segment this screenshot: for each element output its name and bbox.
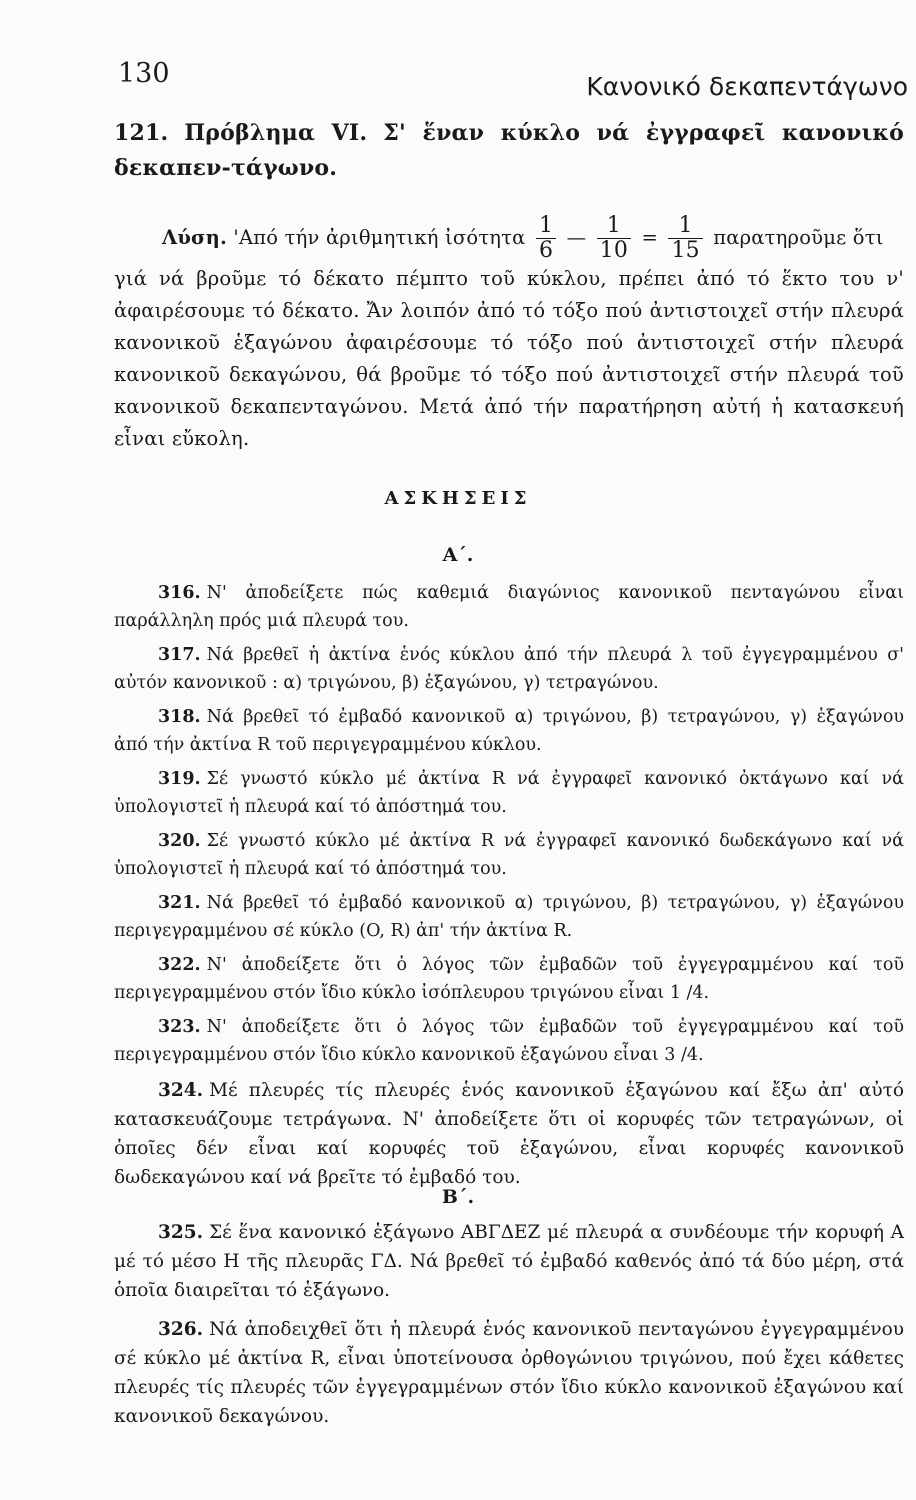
section-a-heading: Α΄. <box>442 544 474 566</box>
equals-sign: = <box>641 226 659 249</box>
exercises-list-a <box>114 580 904 1202</box>
exercise-item: 317. Νά βρεθεῖ ἡ ἀκτίνα ἑνός κύκλου ἀπό τήν πλευρά λ τοῦ ἐγγεγραμμένου σ' αὐτόν κανονικοῦ : α) τριγώνου, β) ἑξαγώνου, γ) τετραγώνου. <box>114 645 904 693</box>
fraction-1-15: $\frac{1}{15}$ <box>668 214 702 263</box>
exercise-item: 319. Σέ γνωστό κύκλο μέ ἀκτίνα R νά ἐγγραφεῖ κανονικό ὀκτάγωνο καί νά ὑπολογιστεῖ ἡ πλευρά καί τό ἀπόστημά του. <box>114 769 904 817</box>
problem-text: Σ' ἕναν κύκλο νά ἐγγραφεῖ κανονικό δεκαπεν-τάγωνο. <box>114 120 904 181</box>
exercise-item: 322. Ν' ἀποδείξετε ὅτι ὁ λόγος τῶν ἐμβαδῶν τοῦ ἐγγεγραμμένου καί τοῦ περιγεγραμμένου στόν ἴδιο κύκλο ἰσόπλευρου τριγώνου εἶναι 1 /4. <box>114 955 904 1003</box>
exercise-item: 318. Νά βρεθεῖ τό ἐμβαδό κανονικοῦ α) τριγώνου, β) τετραγώνου, γ) ἑξαγώνου ἀπό τήν ἀκτίνα R τοῦ περιγεγραμμένου κύκλου. <box>114 707 904 755</box>
exercises-list-b <box>114 1218 904 1441</box>
exercise-item: 320. Σέ γνωστό κύκλο μέ ἀκτίνα R νά ἐγγραφεῖ κανονικό δωδεκάγωνο καί νά ὑπολογιστεῖ ἡ πλευρά καί τό ἀπόστημά του. <box>114 831 904 879</box>
exercise-item: 326. Νά ἀποδειχθεῖ ὅτι ἡ πλευρά ἑνός κανονικοῦ πενταγώνου ἐγγεγραμμένου σέ κύκλο μέ ἀκτίνα R, εἶναι ὑποτείνουσα ὀρθογώνιου τριγώνου, πού ἔχει κάθετες πλευρές τίς πλευρές τῶν ἐγγεγραμμένων στόν ἴδιο κύκλο κανονικοῦ ἑξαγώνου καί κανονικοῦ δεκαγώνου. <box>114 1319 904 1427</box>
exercise-item: 324. Μέ πλευρές τίς πλευρές ἑνός κανονικοῦ ἑξαγώνου καί ἔξω ἀπ' αὐτό κατασκευάζουμε τετράγωνα. Ν' ἀποδείξετε ὅτι οἱ κορυφές τῶν τετραγώνων, οἱ ὁποῖες δέν εἶναι καί κορυφές τοῦ ἑξαγώνου, εἶναι κορυφές κανονικοῦ δωδεκαγώνου καί νά βρεῖτε τό ἐμβαδό του. <box>114 1080 904 1188</box>
exercise-item: 325. Σέ ἕνα κανονικό ἑξάγωνο ΑΒΓΔΕΖ μέ πλευρά α συνδέουμε τήν κορυφή Α μέ τό μέσο Η τῆς πλευρᾶς ΓΔ. Νά βρεθεῖ τό ἐμβαδό καθενός ἀπό τά δύο μέρη, στά ὁποῖα διαιρεῖται τό ἑξάγωνο. <box>114 1222 904 1301</box>
section-b-heading: Β΄. <box>441 1186 475 1208</box>
solution <box>114 214 904 455</box>
solution-body: γιά νά βροῦμε τό δέκατο πέμπτο τοῦ κύκλου, πρέπει ἀπό τό ἕκτο του ν' ἀφαιρέσουμε τό δέκατο. Ἄν λοιπόν ἀπό τό τόξο πού ἀντιστοιχεῖ στήν πλευρά κανονικοῦ ἑξαγώνου ἀφαιρέσουμε τό τόξο πού ἀντιστοιχεῖ στήν πλευρά κανονικοῦ δεκαγώνου, θά βροῦμε τό τόξο πού ἀντιστοιχεῖ στήν πλευρά τοῦ κανονικοῦ δεκαπενταγώνου. Μετά ἀπό τήν παρατήρηση αὐτή ἡ κατασκευή εἶναι εὔκολη. <box>114 267 904 450</box>
solution-after-equation: παρατηροῦμε ὅτι <box>713 226 884 249</box>
fraction-1-6: $\frac{1}{6}$ <box>536 214 556 263</box>
minus-sign: — <box>566 226 587 249</box>
exercise-item: 316. Ν' ἀποδείξετε πώς καθεμιά διαγώνιος κανονικοῦ πενταγώνου εἶναι παράλληλη πρός μιά πλευρά του. <box>114 583 904 631</box>
exercise-item: 323. Ν' ἀποδείξετε ὅτι ὁ λόγος τῶν ἐμβαδῶν τοῦ ἐγγεγραμμένου καί τοῦ περιγεγραμμένου στόν ἴδιο κύκλο κανονικοῦ ἑξαγώνου εἶναι 3 /4. <box>114 1017 904 1065</box>
problem-label: Πρόβλημα VI. <box>184 120 368 146</box>
running-title: Κανονικό δεκαπεντάγωνο <box>586 72 908 101</box>
solution-label: Λύση. <box>162 226 228 249</box>
problem-number: 121. <box>114 120 169 146</box>
solution-equation-line <box>162 214 904 263</box>
page-header <box>118 58 908 102</box>
page-number: 130 <box>118 58 170 89</box>
solution-intro: 'Από τήν ἀριθμητική ἰσότητα <box>233 226 526 249</box>
exercises-heading: ΑΣΚΗΣΕΙΣ <box>384 488 532 509</box>
problem-statement <box>114 116 904 186</box>
fraction-1-10: $\frac{1}{10}$ <box>597 214 631 263</box>
exercise-item: 321. Νά βρεθεῖ τό ἐμβαδό κανονικοῦ α) τριγώνου, β) τετραγώνου, γ) ἑξαγώνου περιγεγραμμένου σέ κύκλο (O, R) ἀπ' τήν ἀκτίνα R. <box>114 893 904 941</box>
